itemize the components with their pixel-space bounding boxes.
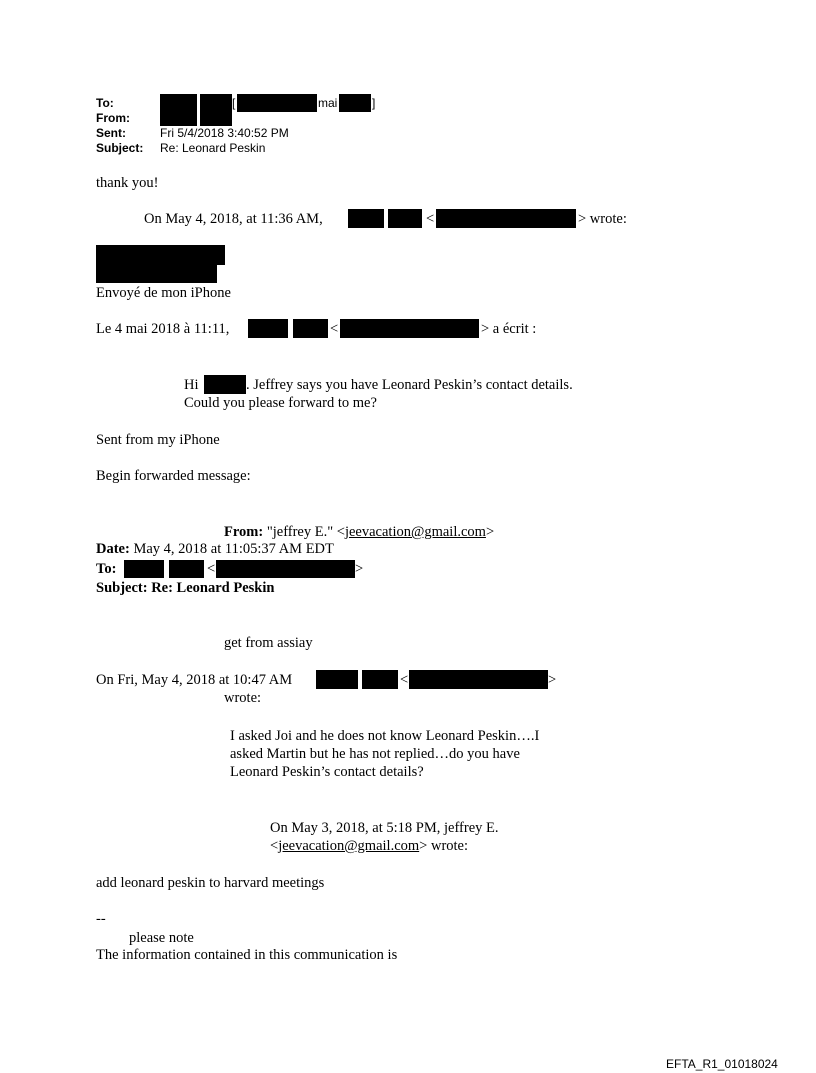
envoye-text: Envoyé de mon iPhone (96, 285, 231, 301)
asked-line-1: I asked Joi and he does not know Leonard Peskin….I (230, 728, 540, 744)
quote1-prefix: On May 4, 2018, at 11:36 AM, (144, 211, 323, 227)
redaction-to-domain (339, 94, 371, 112)
quote1-lt: < (426, 211, 435, 227)
fwd-date-label: Date: (96, 541, 130, 557)
document-id: EFTA_R1_01018024 (666, 1057, 778, 1071)
redaction-fwd-to-email (216, 560, 355, 578)
add-leonard-text: add leonard peskin to harvard meetings (96, 875, 325, 891)
redaction-to-name-1 (160, 94, 197, 112)
asked-line-3: Leonard Peskin’s contact details? (230, 764, 424, 780)
fwd-subject-value: Re: Leonard Peskin (151, 580, 275, 596)
hi-rest: . Jeffrey says you have Leonard Peskin’s contact details. (246, 377, 573, 393)
may3-lt: < (270, 838, 279, 854)
from-label: From: (96, 111, 130, 125)
fwd-to-lt: < (207, 561, 216, 577)
begin-forwarded-text: Begin forwarded message: (96, 468, 251, 484)
redaction-to-name-2 (200, 94, 232, 112)
le4mai-lt: < (330, 321, 339, 337)
info-line-text: The information contained in this communication is (96, 947, 398, 963)
fwd-date-value: May 4, 2018 at 11:05:37 AM EDT (133, 541, 334, 557)
sig-dashes: -- (96, 911, 106, 927)
sent-value: Fri 5/4/2018 3:40:52 PM (160, 126, 289, 140)
forward-request-text: Could you please forward to me? (184, 395, 377, 411)
redaction-le4mai-name-2 (293, 319, 328, 338)
fwd-to-label: To: (96, 561, 117, 577)
redaction-block-1 (96, 245, 225, 265)
sent-label: Sent: (96, 126, 126, 140)
redaction-on-fri-name-2 (362, 670, 398, 689)
on-fri-gt: > (548, 672, 557, 688)
redaction-from-2 (200, 112, 232, 126)
redaction-from-1 (160, 112, 197, 126)
redaction-quote1-email (436, 209, 576, 228)
redaction-hi-name (204, 375, 246, 394)
fwd-from-label: From: (224, 524, 264, 540)
on-fri-lt: < (400, 672, 409, 688)
to-bracket-close: ] (372, 96, 376, 110)
redaction-on-fri-name-1 (316, 670, 358, 689)
fwd-from-close: > (485, 524, 495, 540)
to-bracket-open: [ (232, 96, 236, 110)
redaction-le4mai-name-1 (248, 319, 288, 338)
to-mail-fragment: mai (318, 96, 338, 110)
quote1-suffix: > wrote: (578, 211, 627, 227)
subject-value: Re: Leonard Peskin (160, 141, 266, 155)
on-fri-prefix: On Fri, May 4, 2018 at 10:47 AM (96, 672, 293, 688)
redaction-quote1-name-2 (388, 209, 422, 228)
fwd-subject-label: Subject: (96, 580, 148, 596)
redaction-le4mai-email (340, 319, 479, 338)
fwd-to-gt: > (355, 561, 364, 577)
redaction-quote1-name-1 (348, 209, 384, 228)
may3-line-1: On May 3, 2018, at 5:18 PM, jeffrey E. (270, 820, 499, 836)
redaction-block-2 (96, 264, 217, 283)
le4mai-suffix: > a écrit : (481, 321, 537, 337)
may3-email-link[interactable]: jeevacation@gmail.com (278, 838, 420, 854)
asked-line-2: asked Martin but he has not replied…do you have (230, 746, 520, 762)
hi-prefix: Hi (184, 377, 199, 393)
may3-suffix: > wrote: (419, 838, 469, 854)
get-from-text: get from assiay (224, 635, 313, 651)
redaction-fwd-to-1 (124, 560, 164, 578)
redaction-fwd-to-2 (169, 560, 204, 578)
redaction-to-email (237, 94, 317, 112)
fwd-from-name: "jeffrey E." < (266, 524, 345, 540)
fwd-from-email-link[interactable]: jeevacation@gmail.com (344, 524, 486, 540)
to-label: To: (96, 96, 114, 110)
please-note-text: please note (129, 930, 194, 946)
on-fri-wrote: wrote: (224, 690, 262, 706)
thank-you-text: thank you! (96, 175, 159, 191)
le4mai-prefix: Le 4 mai 2018 à 11:11, (96, 321, 230, 337)
sent-from-text: Sent from my iPhone (96, 432, 220, 448)
redaction-on-fri-email (409, 670, 548, 689)
subject-label: Subject: (96, 141, 144, 155)
